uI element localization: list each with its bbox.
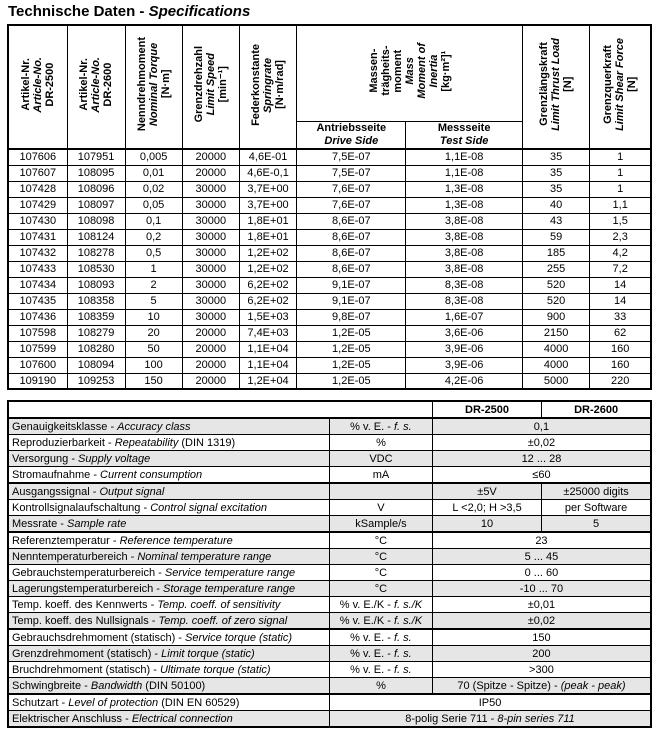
spec-cell: 30000 [182, 197, 239, 213]
param-row [8, 694, 651, 711]
spec-cell: 160 [590, 341, 651, 357]
params-body [8, 418, 651, 727]
params-header-dr2500: DR-2500 [432, 401, 541, 418]
param-unit: % v. E. - f. s. [330, 418, 433, 435]
rotated-header-text: Grenzdrehzahl Limit Speed [min⁻¹] [192, 46, 229, 123]
spec-subheader-test-side: Messseite Test Side [406, 121, 522, 149]
param-label: Reproduzierbarkeit - Repeatability (DIN 1319) [8, 435, 330, 451]
spec-cell: 107435 [8, 293, 67, 309]
spec-cell: 107434 [8, 277, 67, 293]
param-unit: mA [330, 467, 433, 484]
spec-cell: 8,6E-07 [297, 229, 406, 245]
spec-cell: 0,1 [125, 213, 182, 229]
param-row [8, 532, 651, 549]
param-value: 200 [432, 646, 651, 662]
param-label: Temp. koeff. des Nullsignals - Temp. coeff. of zero signal [8, 613, 330, 630]
spec-cell: 4,2 [590, 245, 651, 261]
spec-cell: 3,7E+00 [239, 197, 296, 213]
spec-cell: 107600 [8, 357, 67, 373]
spec-cell: 14 [590, 277, 651, 293]
spec-cell: 20000 [182, 357, 239, 373]
spec-cell: 0,01 [125, 165, 182, 181]
spec-cell: 9,8E-07 [297, 309, 406, 325]
spec-row [8, 357, 651, 373]
spec-body [8, 149, 651, 389]
spec-cell: 0,005 [125, 149, 182, 165]
param-row [8, 549, 651, 565]
spec-cell: 185 [522, 245, 590, 261]
spec-cell: 0,2 [125, 229, 182, 245]
spec-header-row-1 [8, 25, 651, 121]
spec-cell: 4,6E-01 [239, 149, 296, 165]
param-row [8, 613, 651, 630]
param-row [8, 565, 651, 581]
spec-cell: 8,6E-07 [297, 213, 406, 229]
spec-cell: 255 [522, 261, 590, 277]
spec-cell: 10 [125, 309, 182, 325]
spec-cell: 1,8E+01 [239, 229, 296, 245]
rotated-header-text: Grenzquerkraft Limit Shear Force [N] [602, 38, 639, 131]
param-value: ±0,02 [432, 435, 651, 451]
param-row [8, 500, 651, 516]
spec-header-article-no-dr2500 [8, 25, 67, 149]
param-label: Schutzart - Level of protection (DIN EN 60529) [8, 694, 330, 711]
spec-cell: 108359 [67, 309, 125, 325]
spec-cell: 1 [590, 165, 651, 181]
param-label: Schwingbreite - Bandwidth (DIN 50100) [8, 678, 330, 695]
param-value: 70 (Spitze - Spitze) - (peak - peak) [432, 678, 651, 695]
rotated-header-text: Massen- trägheits- moment Mass Moment of Inertia [kg·m²]¹ [367, 42, 452, 99]
spec-cell: 108093 [67, 277, 125, 293]
param-unit: VDC [330, 451, 433, 467]
spec-cell: 107951 [67, 149, 125, 165]
spec-cell: 7,5E-07 [297, 149, 406, 165]
param-value: 0 ... 60 [432, 565, 651, 581]
param-unit: °C [330, 549, 433, 565]
param-label: Referenztemperatur - Reference temperature [8, 532, 330, 549]
spec-cell: 20000 [182, 341, 239, 357]
param-unit: kSample/s [330, 516, 433, 533]
spec-cell: 40 [522, 197, 590, 213]
spec-cell: 3,8E-08 [406, 245, 522, 261]
spec-row [8, 309, 651, 325]
param-unit: % [330, 678, 433, 695]
param-row [8, 435, 651, 451]
spec-cell: 1,5 [590, 213, 651, 229]
spec-cell: 160 [590, 357, 651, 373]
param-row [8, 711, 651, 728]
params-header-row [8, 401, 651, 418]
spec-cell: 8,6E-07 [297, 245, 406, 261]
param-label: Ausgangssignal - Output signal [8, 483, 330, 500]
spec-header-limit-speed [182, 25, 239, 149]
param-unit: % v. E. - f. s. [330, 662, 433, 678]
spec-cell: 20000 [182, 149, 239, 165]
param-value: per Software [542, 500, 651, 516]
spec-cell: 108278 [67, 245, 125, 261]
spec-row [8, 149, 651, 165]
spec-cell: 107436 [8, 309, 67, 325]
spec-cell: 109190 [8, 373, 67, 389]
spec-header-limit-shear-force [590, 25, 651, 149]
spec-cell: 50 [125, 341, 182, 357]
param-row [8, 597, 651, 613]
page-title-en: Specifications [148, 3, 251, 20]
spec-cell: 7,6E-07 [297, 197, 406, 213]
param-label: Stromaufnahme - Current consumption [8, 467, 330, 484]
param-value: 5 [542, 516, 651, 533]
spec-cell: 5 [125, 293, 182, 309]
param-value: 10 [432, 516, 541, 533]
spec-cell: 3,6E-06 [406, 325, 522, 341]
spec-cell: 0,5 [125, 245, 182, 261]
spec-cell: 1,1E+04 [239, 341, 296, 357]
spec-cell: 107430 [8, 213, 67, 229]
spec-row [8, 213, 651, 229]
rotated-header-text: Artikel-Nr. Article-No. DR-2500 [19, 56, 56, 113]
spec-cell: 2150 [522, 325, 590, 341]
spec-cell: 3,9E-06 [406, 341, 522, 357]
spec-cell: 33 [590, 309, 651, 325]
spec-header-springrate [239, 25, 296, 149]
spec-cell: 1 [590, 181, 651, 197]
spec-cell: 107433 [8, 261, 67, 277]
spec-cell: 107432 [8, 245, 67, 261]
param-value: 23 [432, 532, 651, 549]
spec-row [8, 373, 651, 389]
spec-header-nominal-torque [125, 25, 182, 149]
spec-cell: 1,5E+03 [239, 309, 296, 325]
spec-cell: 3,8E-08 [406, 229, 522, 245]
spec-cell: 43 [522, 213, 590, 229]
spec-row [8, 165, 651, 181]
spec-cell: 9,1E-07 [297, 277, 406, 293]
spec-cell: 1 [125, 261, 182, 277]
param-row [8, 451, 651, 467]
param-label: Genauigkeitsklasse - Accuracy class [8, 418, 330, 435]
spec-row [8, 261, 651, 277]
spec-cell: 1 [590, 149, 651, 165]
param-label: Versorgung - Supply voltage [8, 451, 330, 467]
spec-cell: 150 [125, 373, 182, 389]
param-value: ±5V [432, 483, 541, 500]
param-unit: % v. E./K - f. s./K [330, 613, 433, 630]
rotated-header-text: Nenndrehmoment Nominal Torque [N·m] [135, 37, 172, 132]
spec-cell: 3,8E-08 [406, 261, 522, 277]
spec-header-mass-moment-of-inertia [297, 25, 523, 121]
spec-cell: 7,2 [590, 261, 651, 277]
spec-cell: 1,1E-08 [406, 165, 522, 181]
spec-cell: 1,1E-08 [406, 149, 522, 165]
param-value: 5 ... 45 [432, 549, 651, 565]
param-row [8, 516, 651, 533]
spec-cell: 109253 [67, 373, 125, 389]
spec-cell: 1,2E+02 [239, 245, 296, 261]
param-label: Bruchdrehmoment (statisch) - Ultimate torque (static) [8, 662, 330, 678]
spec-cell: 30000 [182, 213, 239, 229]
param-label: Elektrischer Anschluss - Electrical connection [8, 711, 330, 728]
param-unit: °C [330, 565, 433, 581]
spec-cell: 108094 [67, 357, 125, 373]
param-value: 12 ... 28 [432, 451, 651, 467]
param-value: ±25000 digits [542, 483, 651, 500]
param-value: 150 [432, 629, 651, 646]
spec-cell: 7,4E+03 [239, 325, 296, 341]
rotated-header-text: Grenzlängskraft Limit Thrust Load [N] [538, 38, 575, 131]
param-value: ±0,01 [432, 597, 651, 613]
spec-cell: 30000 [182, 229, 239, 245]
spec-cell: 1,6E-07 [406, 309, 522, 325]
param-unit: % [330, 435, 433, 451]
spec-row [8, 197, 651, 213]
spec-cell: 6,2E+02 [239, 293, 296, 309]
spec-cell: 1,2E-05 [297, 341, 406, 357]
spec-cell: 1,1 [590, 197, 651, 213]
spec-row [8, 341, 651, 357]
param-unit: % v. E./K - f. s./K [330, 597, 433, 613]
spec-cell: 220 [590, 373, 651, 389]
page-title [8, 3, 652, 20]
param-unit: % v. E. - f. s. [330, 629, 433, 646]
spec-cell: 6,2E+02 [239, 277, 296, 293]
spec-cell: 900 [522, 309, 590, 325]
param-unit [330, 483, 433, 500]
spec-cell: 107607 [8, 165, 67, 181]
spec-row [8, 245, 651, 261]
param-value: 8-polig Serie 711 - 8-pin series 711 [330, 711, 651, 728]
param-row [8, 483, 651, 500]
spec-row [8, 181, 651, 197]
spec-cell: 20000 [182, 165, 239, 181]
spec-cell: 30000 [182, 181, 239, 197]
spec-cell: 59 [522, 229, 590, 245]
param-row [8, 678, 651, 695]
parameters-table [7, 400, 652, 728]
spec-cell: 14 [590, 293, 651, 309]
spec-cell: 30000 [182, 245, 239, 261]
spec-cell: 108097 [67, 197, 125, 213]
spec-cell: 4000 [522, 357, 590, 373]
spec-cell: 0,05 [125, 197, 182, 213]
spec-cell: 520 [522, 293, 590, 309]
spec-row [8, 325, 651, 341]
spec-cell: 107598 [8, 325, 67, 341]
param-label: Grenzdrehmoment (statisch) - Limit torque (static) [8, 646, 330, 662]
spec-cell: 1,2E+04 [239, 373, 296, 389]
param-value: ≤60 [432, 467, 651, 484]
spec-row [8, 277, 651, 293]
param-label: Kontrollsignalaufschaltung - Control signal excitation [8, 500, 330, 516]
spec-cell: 4000 [522, 341, 590, 357]
param-value: 0,1 [432, 418, 651, 435]
spec-cell: 35 [522, 165, 590, 181]
spec-cell: 108096 [67, 181, 125, 197]
param-unit: °C [330, 532, 433, 549]
spec-cell: 1,1E+04 [239, 357, 296, 373]
rotated-header-text: Federkonstante Springrate [N·m/rad] [250, 43, 287, 126]
param-row [8, 646, 651, 662]
spec-cell: 2 [125, 277, 182, 293]
spec-cell: 30000 [182, 277, 239, 293]
spec-cell: 108530 [67, 261, 125, 277]
spec-cell: 4,6E-0,1 [239, 165, 296, 181]
spec-row [8, 293, 651, 309]
spec-cell: 107599 [8, 341, 67, 357]
spec-cell: 108124 [67, 229, 125, 245]
spec-cell: 35 [522, 181, 590, 197]
spec-subheader-drive-side: Antriebsseite Drive Side [297, 121, 406, 149]
param-row [8, 467, 651, 484]
param-value: >300 [432, 662, 651, 678]
spec-cell: 108280 [67, 341, 125, 357]
param-unit: % v. E. - f. s. [330, 646, 433, 662]
spec-row [8, 229, 651, 245]
param-row [8, 662, 651, 678]
spec-cell: 107428 [8, 181, 67, 197]
spec-cell: 62 [590, 325, 651, 341]
param-row [8, 418, 651, 435]
param-label: Gebrauchstemperaturbereich - Service temperature range [8, 565, 330, 581]
param-label: Gebrauchsdrehmoment (statisch) - Service torque (static) [8, 629, 330, 646]
spec-cell: 4,2E-06 [406, 373, 522, 389]
spec-cell: 8,3E-08 [406, 277, 522, 293]
spec-cell: 35 [522, 149, 590, 165]
spec-cell: 100 [125, 357, 182, 373]
spec-cell: 3,7E+00 [239, 181, 296, 197]
spec-cell: 20000 [182, 373, 239, 389]
param-label: Temp. koeff. des Kennwerts - Temp. coeff. of sensitivity [8, 597, 330, 613]
spec-cell: 1,3E-08 [406, 197, 522, 213]
spec-cell: 30000 [182, 261, 239, 277]
spec-cell: 108358 [67, 293, 125, 309]
spec-cell: 3,9E-06 [406, 357, 522, 373]
spec-cell: 1,8E+01 [239, 213, 296, 229]
spec-cell: 20 [125, 325, 182, 341]
spec-cell: 20000 [182, 325, 239, 341]
spec-cell: 8,6E-07 [297, 261, 406, 277]
param-value: ±0,02 [432, 613, 651, 630]
spec-cell: 9,1E-07 [297, 293, 406, 309]
spec-cell: 108098 [67, 213, 125, 229]
spec-cell: 8,3E-08 [406, 293, 522, 309]
spec-cell: 0,02 [125, 181, 182, 197]
spec-cell: 108279 [67, 325, 125, 341]
param-label: Messrate - Sample rate [8, 516, 330, 533]
spec-cell: 1,2E-05 [297, 325, 406, 341]
param-value: -10 ... 70 [432, 581, 651, 597]
spec-cell: 2,3 [590, 229, 651, 245]
param-row [8, 629, 651, 646]
spec-cell: 520 [522, 277, 590, 293]
param-unit: V [330, 500, 433, 516]
spec-cell: 107429 [8, 197, 67, 213]
spec-header-article-no-dr2600 [67, 25, 125, 149]
spec-cell: 1,2E-05 [297, 373, 406, 389]
param-row [8, 581, 651, 597]
spec-cell: 108095 [67, 165, 125, 181]
param-label: Nenntemperaturbereich - Nominal temperature range [8, 549, 330, 565]
spec-cell: 1,2E+02 [239, 261, 296, 277]
page-title-de: Technische Daten - [8, 3, 145, 20]
spec-cell: 30000 [182, 293, 239, 309]
params-header-spacer [8, 401, 432, 418]
spec-cell: 7,6E-07 [297, 181, 406, 197]
param-label: Lagerungstemperaturbereich - Storage temperature range [8, 581, 330, 597]
params-header-dr2600: DR-2600 [542, 401, 651, 418]
spec-cell: 3,8E-08 [406, 213, 522, 229]
spec-cell: 30000 [182, 309, 239, 325]
specifications-table [7, 24, 652, 390]
param-value: L <2,0; H >3,5 [432, 500, 541, 516]
spec-cell: 1,3E-08 [406, 181, 522, 197]
rotated-header-text: Artikel-Nr. Article-No. DR-2600 [78, 56, 115, 113]
params-header [8, 401, 651, 418]
spec-cell: 107431 [8, 229, 67, 245]
spec-cell: 1,2E-05 [297, 357, 406, 373]
spec-cell: 107606 [8, 149, 67, 165]
param-unit: °C [330, 581, 433, 597]
spec-cell: 7,5E-07 [297, 165, 406, 181]
spec-header [8, 25, 651, 149]
param-value: IP50 [330, 694, 651, 711]
spec-cell: 5000 [522, 373, 590, 389]
spec-header-limit-thrust-load [522, 25, 590, 149]
